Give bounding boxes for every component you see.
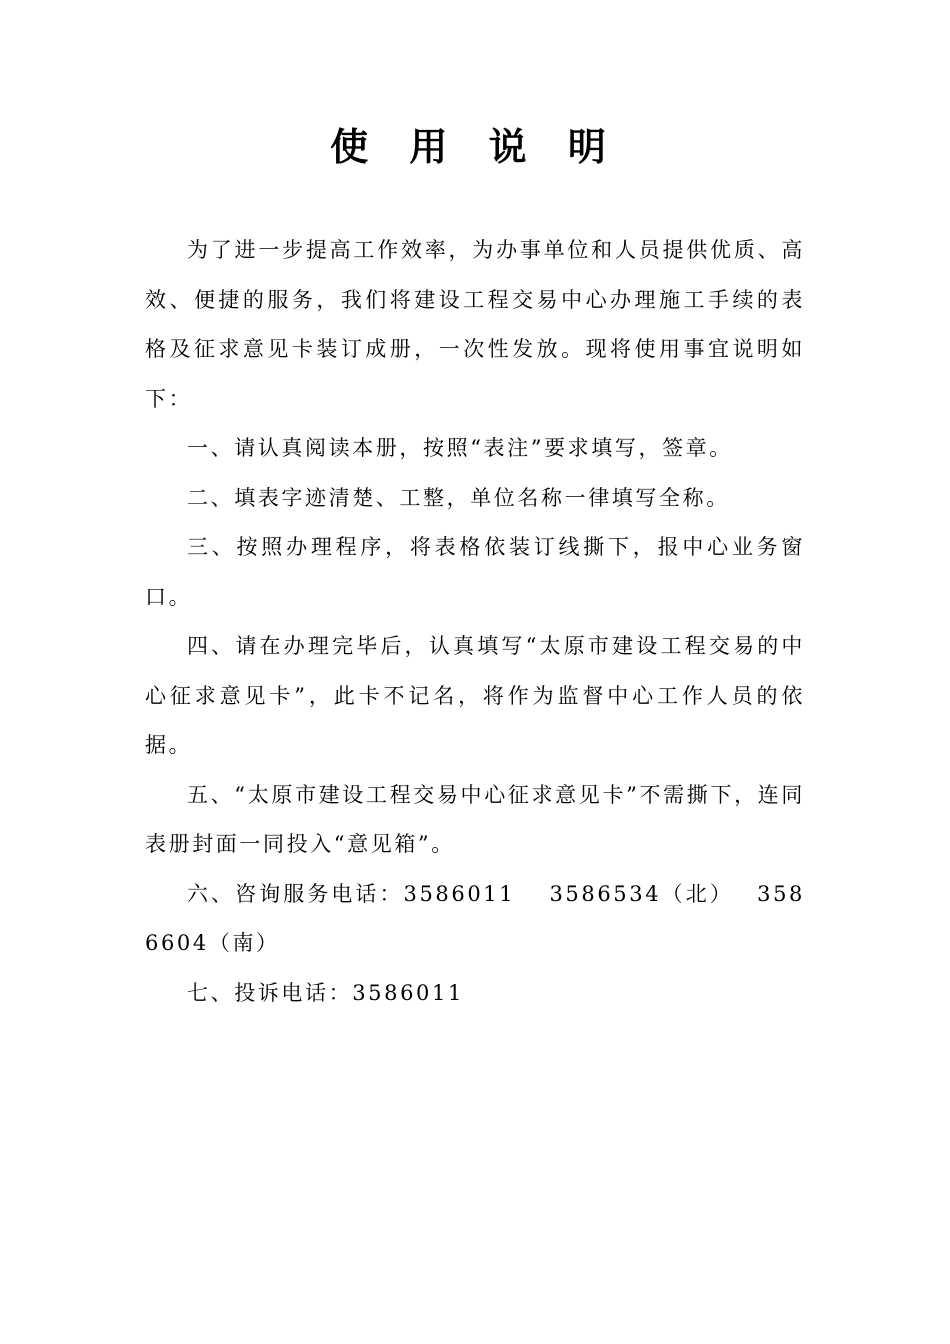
instruction-item-1: 一、请认真阅读本册，按照“表注”要求填写，签章。 [187, 436, 733, 460]
instruction-item-4: 四、请在办理完毕后，认真填写“太原市建设工程交易的中心征求意见卡”，此卡不记名，将作为监督中心工作人员的依据。 [145, 634, 805, 757]
instruction-item-2: 二、填表字迹清楚、工整，单位名称一律填写全称。 [187, 485, 730, 510]
instruction-item-5: 五、“太原市建设工程交易中心征求意见卡”不需撕下，连同表册封面一同投入“意见箱”。 [145, 782, 805, 856]
instruction-item-6-phone: 六、咨询服务电话：3586011 3586534（北） 3586604（南） [145, 881, 805, 955]
page-title: 使 用 说 明 [330, 124, 620, 169]
intro-paragraph: 为了进一步提高工作效率，为办事单位和人员提供优质、高效、便捷的服务，我们将建设工程交易中心办理施工手续的表格及征求意见卡装订成册，一次性发放。现将使用事宜说明如下： [145, 238, 805, 411]
instruction-item-3: 三、按照办理程序，将表格依装订线撕下，报中心业务窗口。 [145, 535, 805, 609]
instruction-item-7-complaint-phone: 七、投诉电话：3586011 [187, 980, 464, 1005]
instructions-body [145, 226, 805, 1018]
